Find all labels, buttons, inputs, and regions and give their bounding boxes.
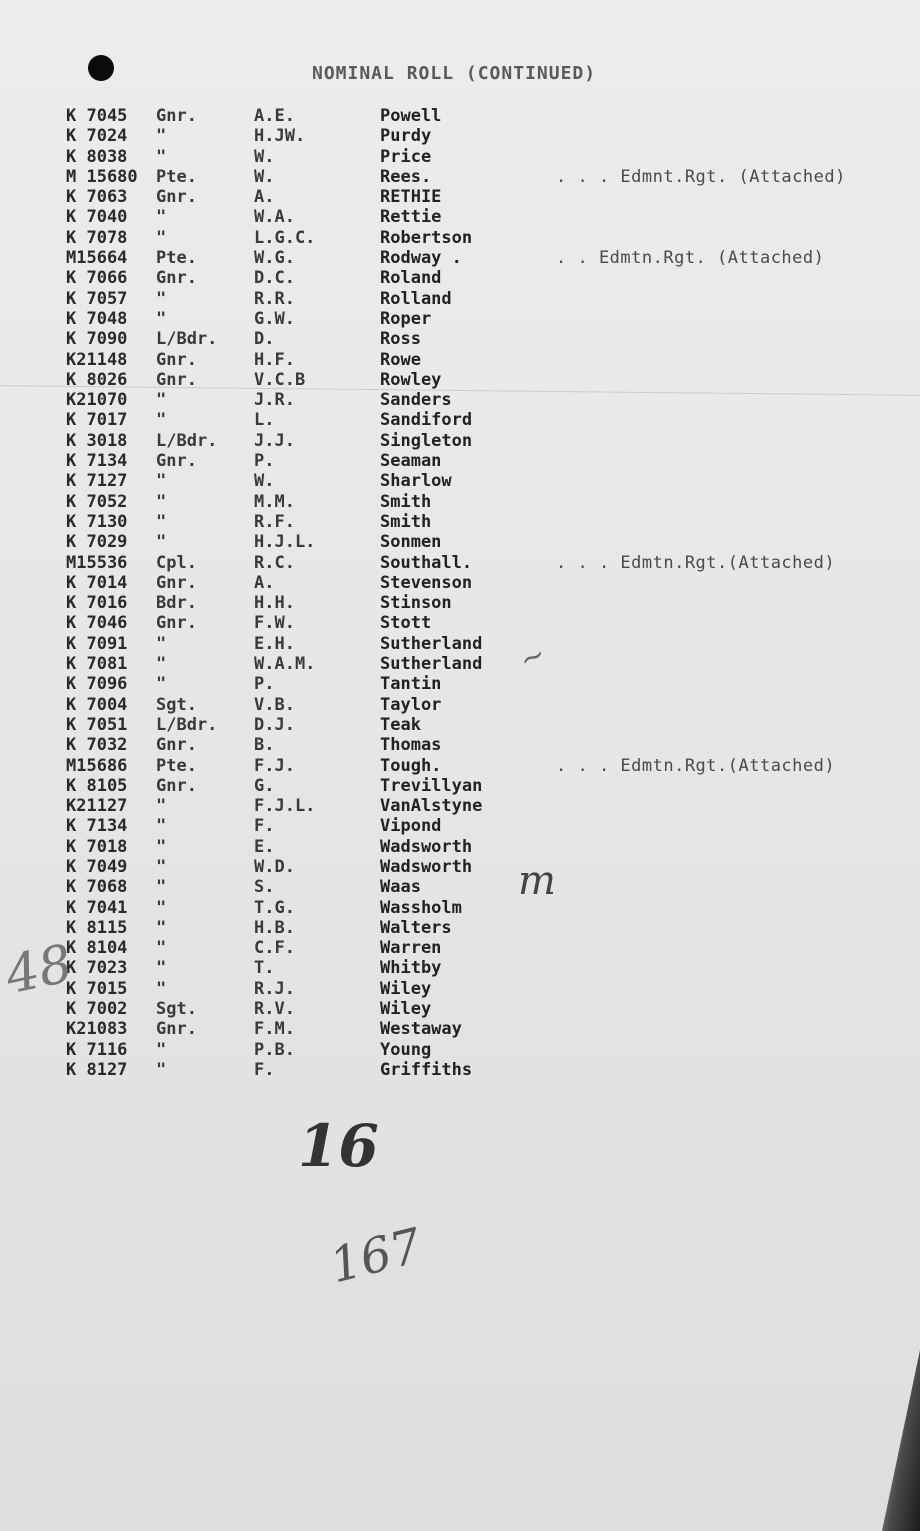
service-number: K 7090 — [66, 329, 128, 350]
initials: E. — [254, 836, 275, 857]
initials: G. — [254, 775, 275, 796]
service-number: K 7015 — [66, 978, 128, 999]
roll-entry — [66, 106, 866, 126]
rank: Gnr. — [156, 187, 197, 208]
service-number: K 7066 — [66, 268, 128, 289]
initials: C.F. — [254, 938, 295, 959]
service-number: K 7091 — [66, 633, 128, 654]
surname: Ross — [380, 329, 421, 350]
rank: " — [156, 897, 167, 918]
rank: Gnr. — [156, 349, 197, 370]
punch-hole — [88, 55, 114, 81]
rank: Pte. — [156, 248, 197, 269]
roll-entry — [66, 207, 866, 227]
roll-entry — [66, 573, 866, 593]
rank: Sgt. — [156, 999, 197, 1020]
surname: Seaman — [380, 451, 442, 472]
initials: D.C. — [254, 268, 295, 289]
initials: P. — [254, 674, 275, 695]
roll-entry — [66, 654, 866, 674]
rank: " — [156, 654, 167, 675]
rank: Gnr. — [156, 775, 197, 796]
initials: D. — [254, 329, 275, 350]
surname: Sanders — [380, 390, 452, 411]
initials: M.M. — [254, 491, 295, 512]
roll-entry — [66, 837, 866, 857]
rank: L/Bdr. — [156, 329, 218, 350]
roll-entry — [66, 431, 866, 451]
surname: Southall. — [380, 552, 473, 573]
initials: A. — [254, 187, 275, 208]
handwritten-count: 48 — [0, 933, 78, 1007]
surname: Vipond — [380, 816, 442, 837]
surname: Roper — [380, 308, 432, 329]
roll-entry — [66, 1060, 866, 1080]
roll-entry — [66, 796, 866, 816]
rank: " — [156, 532, 167, 553]
initials: F.W. — [254, 613, 295, 634]
rank: Gnr. — [156, 451, 197, 472]
service-number: K 7052 — [66, 491, 128, 512]
initials: A.E. — [254, 106, 295, 126]
rank: " — [156, 146, 167, 167]
rank: " — [156, 511, 167, 532]
roll-entry — [66, 898, 866, 918]
service-number: M 15680 — [66, 166, 138, 187]
service-number: K 8127 — [66, 1059, 128, 1080]
initials: W.D. — [254, 856, 295, 877]
surname: Tantin — [380, 674, 442, 695]
nominal-roll-list — [66, 106, 866, 1080]
initials: H.B. — [254, 917, 295, 938]
rank: " — [156, 410, 167, 431]
surname: Robertson — [380, 227, 473, 248]
roll-entry — [66, 289, 866, 309]
initials: E.H. — [254, 633, 295, 654]
rank: Gnr. — [156, 1019, 197, 1040]
initials: R.J. — [254, 978, 295, 999]
initials: B. — [254, 735, 275, 756]
rank: " — [156, 958, 167, 979]
initials: R.F. — [254, 511, 295, 532]
roll-entry — [66, 1019, 866, 1039]
service-number: K21083 — [66, 1019, 128, 1040]
service-number: K 8026 — [66, 369, 128, 390]
service-number: K 8104 — [66, 938, 128, 959]
service-number: K 7032 — [66, 735, 128, 756]
roll-entry — [66, 147, 866, 167]
initials: S. — [254, 877, 275, 898]
surname: Rowley — [380, 369, 442, 390]
rank: Gnr. — [156, 572, 197, 593]
roll-entry — [66, 756, 866, 776]
roll-entry — [66, 553, 866, 573]
roll-entry — [66, 674, 866, 694]
service-number: K 7049 — [66, 856, 128, 877]
rank: " — [156, 288, 167, 309]
roll-entry — [66, 938, 866, 958]
roll-entry — [66, 492, 866, 512]
service-number: K 8105 — [66, 775, 128, 796]
rank: " — [156, 877, 167, 898]
service-number: K 7023 — [66, 958, 128, 979]
service-number: K21070 — [66, 390, 128, 411]
handwritten-page-ref: 16 — [298, 1112, 379, 1180]
rank: " — [156, 938, 167, 959]
service-number: K 7014 — [66, 572, 128, 593]
initials: H.J.L. — [254, 532, 316, 553]
roll-entry — [66, 126, 866, 146]
surname: Rettie — [380, 207, 442, 228]
initials: W.A. — [254, 207, 295, 228]
surname: Trevillyan — [380, 775, 483, 796]
rank: Gnr. — [156, 735, 197, 756]
surname: Stinson — [380, 593, 452, 614]
initials: V.B. — [254, 694, 295, 715]
initials: V.C.B — [254, 369, 306, 390]
service-number: K 7016 — [66, 593, 128, 614]
roll-entry — [66, 329, 866, 349]
roll-entry — [66, 877, 866, 897]
surname: Rodway . — [380, 248, 462, 269]
surname: Sutherland — [380, 633, 483, 654]
attachment-note: . . Edmtn.Rgt. (Attached) — [556, 248, 825, 269]
surname: Wiley — [380, 978, 432, 999]
surname: Smith — [380, 491, 432, 512]
roll-entry — [66, 228, 866, 248]
service-number: M15664 — [66, 248, 128, 269]
handwritten-tick: m — [518, 858, 556, 904]
service-number: K 7051 — [66, 714, 128, 735]
rank: " — [156, 978, 167, 999]
initials: L. — [254, 410, 275, 431]
initials: D.J. — [254, 714, 295, 735]
surname: Taylor — [380, 694, 442, 715]
initials: P.B. — [254, 1039, 295, 1060]
attachment-note: . . . Edmnt.Rgt. (Attached) — [556, 166, 846, 187]
initials: F.M. — [254, 1019, 295, 1040]
rank: " — [156, 227, 167, 248]
rank: Gnr. — [156, 268, 197, 289]
service-number: K 7046 — [66, 613, 128, 634]
rank: " — [156, 796, 167, 817]
surname: Rees. — [380, 166, 432, 187]
surname: Thomas — [380, 735, 442, 756]
service-number: K 7004 — [66, 694, 128, 715]
service-number: K 8038 — [66, 146, 128, 167]
attachment-note: . . . Edmtn.Rgt.(Attached) — [556, 755, 836, 776]
surname: Stott — [380, 613, 432, 634]
surname: Sandiford — [380, 410, 473, 431]
service-number: K21127 — [66, 796, 128, 817]
rank: " — [156, 674, 167, 695]
rank: Gnr. — [156, 613, 197, 634]
service-number: K21148 — [66, 349, 128, 370]
service-number: K 7048 — [66, 308, 128, 329]
roll-entry — [66, 958, 866, 978]
surname: Teak — [380, 714, 421, 735]
initials: G.W. — [254, 308, 295, 329]
service-number: K 7029 — [66, 532, 128, 553]
initials: H.H. — [254, 593, 295, 614]
surname: Wassholm — [380, 897, 462, 918]
service-number: K 7045 — [66, 106, 128, 126]
surname: Sharlow — [380, 471, 452, 492]
initials: W. — [254, 166, 275, 187]
surname: Smith — [380, 511, 432, 532]
roll-entry — [66, 776, 866, 796]
surname: RETHIE — [380, 187, 442, 208]
surname: Stevenson — [380, 572, 473, 593]
roll-entry — [66, 735, 866, 755]
initials: W. — [254, 471, 275, 492]
surname: Waas — [380, 877, 421, 898]
service-number: K 7040 — [66, 207, 128, 228]
rank: Pte. — [156, 755, 197, 776]
initials: F. — [254, 816, 275, 837]
initials: W. — [254, 146, 275, 167]
surname: Sonmen — [380, 532, 442, 553]
roll-entry — [66, 857, 866, 877]
service-number: K 7063 — [66, 187, 128, 208]
rank: L/Bdr. — [156, 714, 218, 735]
rank: " — [156, 917, 167, 938]
rank: " — [156, 816, 167, 837]
roll-entry — [66, 634, 866, 654]
rank: " — [156, 471, 167, 492]
initials: W.A.M. — [254, 654, 316, 675]
surname: Westaway — [380, 1019, 462, 1040]
service-number: K 7017 — [66, 410, 128, 431]
roll-entry — [66, 1040, 866, 1060]
surname: Wiley — [380, 999, 432, 1020]
roll-entry — [66, 532, 866, 552]
service-number: K 7002 — [66, 999, 128, 1020]
service-number: K 7068 — [66, 877, 128, 898]
initials: L.G.C. — [254, 227, 316, 248]
initials: P. — [254, 451, 275, 472]
surname: Wadsworth — [380, 856, 473, 877]
rank: " — [156, 1039, 167, 1060]
rank: " — [156, 1059, 167, 1080]
surname: Purdy — [380, 126, 432, 147]
initials: H.F. — [254, 349, 295, 370]
rank: Gnr. — [156, 106, 197, 126]
rank: " — [156, 491, 167, 512]
initials: T.G. — [254, 897, 295, 918]
initials: A. — [254, 572, 275, 593]
roll-entry — [66, 715, 866, 735]
page-title: NOMINAL ROLL (CONTINUED) — [312, 63, 597, 84]
roll-entry — [66, 309, 866, 329]
handwritten-squiggle: ~ — [513, 636, 552, 679]
service-number: K 7116 — [66, 1039, 128, 1060]
service-number: K 7081 — [66, 654, 128, 675]
roll-entry — [66, 167, 866, 187]
service-number: K 7134 — [66, 451, 128, 472]
initials: F.J.L. — [254, 796, 316, 817]
service-number: K 7024 — [66, 126, 128, 147]
surname: Singleton — [380, 430, 473, 451]
rank: " — [156, 207, 167, 228]
initials: T. — [254, 958, 275, 979]
initials: F. — [254, 1059, 275, 1080]
surname: Rolland — [380, 288, 452, 309]
roll-entry — [66, 613, 866, 633]
initials: J.J. — [254, 430, 295, 451]
service-number: K 3018 — [66, 430, 128, 451]
roll-entry — [66, 471, 866, 491]
service-number: K 7130 — [66, 511, 128, 532]
rank: L/Bdr. — [156, 430, 218, 451]
page-edge-shadow — [882, 1350, 920, 1531]
roll-entry — [66, 593, 866, 613]
roll-entry — [66, 999, 866, 1019]
surname: Warren — [380, 938, 442, 959]
service-number: K 7078 — [66, 227, 128, 248]
service-number: K 7134 — [66, 816, 128, 837]
surname: Roland — [380, 268, 442, 289]
surname: Sutherland — [380, 654, 483, 675]
service-number: K 7018 — [66, 836, 128, 857]
rank: " — [156, 126, 167, 147]
rank: " — [156, 633, 167, 654]
surname: Whitby — [380, 958, 442, 979]
service-number: M15686 — [66, 755, 128, 776]
attachment-note: . . . Edmtn.Rgt.(Attached) — [556, 552, 836, 573]
surname: Price — [380, 146, 432, 167]
service-number: K 7057 — [66, 288, 128, 309]
roll-entry — [66, 350, 866, 370]
rank: Sgt. — [156, 694, 197, 715]
rank: Gnr. — [156, 369, 197, 390]
surname: Wadsworth — [380, 836, 473, 857]
surname: Powell — [380, 106, 442, 126]
roll-entry — [66, 816, 866, 836]
roll-entry — [66, 187, 866, 207]
service-number: K 8115 — [66, 917, 128, 938]
roll-entry — [66, 390, 866, 410]
initials: R.V. — [254, 999, 295, 1020]
surname: VanAlstyne — [380, 796, 483, 817]
service-number: K 7127 — [66, 471, 128, 492]
initials: R.R. — [254, 288, 295, 309]
surname: Rowe — [380, 349, 421, 370]
surname: Griffiths — [380, 1059, 473, 1080]
roll-entry — [66, 451, 866, 471]
roll-entry — [66, 268, 866, 288]
initials: H.JW. — [254, 126, 306, 147]
rank: Cpl. — [156, 552, 197, 573]
initials: F.J. — [254, 755, 295, 776]
initials: W.G. — [254, 248, 295, 269]
rank: " — [156, 308, 167, 329]
surname: Walters — [380, 917, 452, 938]
rank: Bdr. — [156, 593, 197, 614]
roll-entry — [66, 918, 866, 938]
rank: " — [156, 856, 167, 877]
handwritten-total: 167 — [324, 1217, 428, 1295]
surname: Young — [380, 1039, 432, 1060]
initials: R.C. — [254, 552, 295, 573]
initials: J.R. — [254, 390, 295, 411]
rank: " — [156, 836, 167, 857]
service-number: K 7096 — [66, 674, 128, 695]
roll-entry — [66, 410, 866, 430]
roll-entry — [66, 979, 866, 999]
service-number: K 7041 — [66, 897, 128, 918]
rank: " — [156, 390, 167, 411]
surname: Tough. — [380, 755, 442, 776]
roll-entry — [66, 370, 866, 390]
roll-entry — [66, 512, 866, 532]
rank: Pte. — [156, 166, 197, 187]
service-number: M15536 — [66, 552, 128, 573]
roll-entry — [66, 248, 866, 268]
roll-entry — [66, 695, 866, 715]
